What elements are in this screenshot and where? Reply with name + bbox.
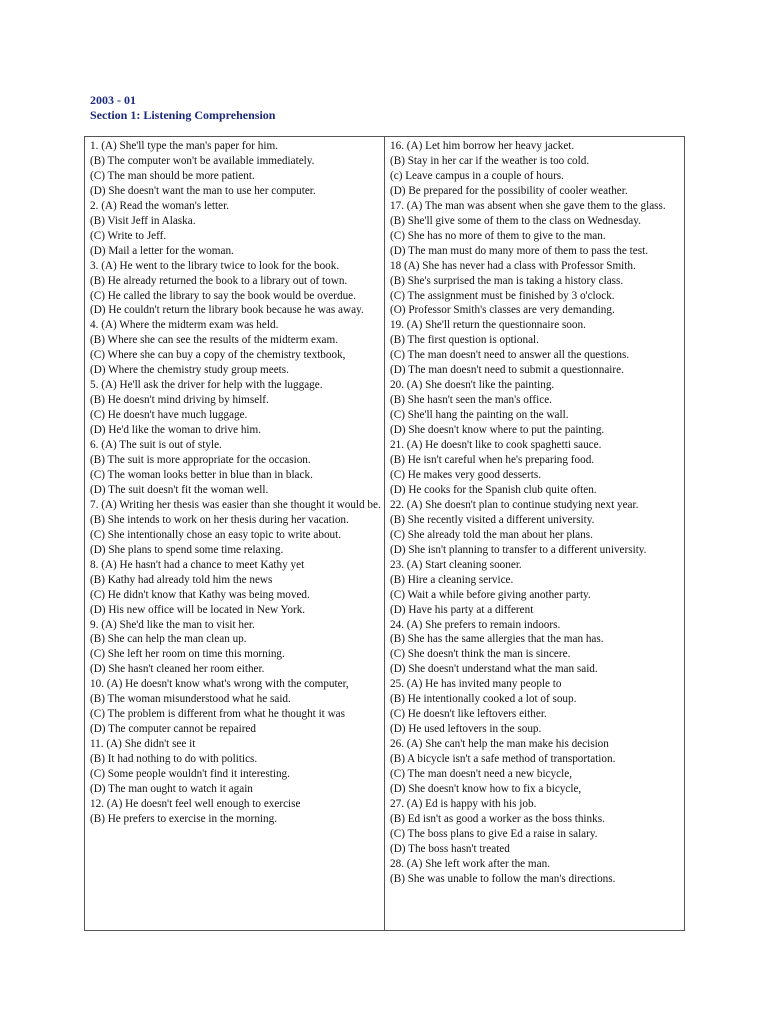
right-column [385, 137, 684, 930]
answer-option-line: (B) Hire a cleaning service. [390, 573, 514, 586]
answer-option-line: (C) The man doesn't need a new bicycle, [390, 768, 572, 781]
answer-option-line: (D) Be prepared for the possibility of cooler weather. [390, 184, 628, 197]
answer-option-line: (B) She's surprised the man is taking a history class. [390, 274, 624, 287]
answer-option-line: (C) The assignment must be finished by 3 o'clock. [390, 289, 615, 302]
answer-option-line: (B) He isn't careful when he's preparing food. [390, 454, 595, 467]
answer-option-line: (B) She'll give some of them to the class on Wednesday. [390, 214, 641, 227]
answer-option-line: 26. (A) She can't help the man make his decision [390, 738, 609, 751]
answer-option-line: 9. (A) She'd like the man to visit her. [90, 618, 255, 631]
answer-option-line: 23. (A) Start cleaning sooner. [390, 558, 522, 571]
answer-option-line: 18 (A) She has never had a class with Professor Smith. [390, 259, 636, 272]
answer-option-line: (D) His new office will be located in New York. [90, 603, 306, 616]
answer-option-line: (B) She hasn't seen the man's office. [390, 394, 552, 407]
answer-option-line: (D) She hasn't cleaned her room either. [90, 663, 265, 676]
answer-option-line: (C) She doesn't think the man is sincere. [390, 648, 571, 661]
answer-option-line: 1. (A) She'll type the man's paper for him. [90, 140, 278, 152]
answer-option-line: (C) She has no more of them to give to the man. [390, 229, 606, 242]
answer-option-line: 19. (A) She'll return the questionnaire soon. [390, 319, 586, 332]
answer-option-line: (c) Leave campus in a couple of hours. [390, 169, 564, 182]
answer-option-line: (B) He already returned the book to a library out of town. [90, 274, 348, 287]
questions-table [84, 136, 685, 931]
answer-option-line: (B) She has the same allergies that the man has. [390, 633, 604, 646]
answer-option-line: (D) He cooks for the Spanish club quite often. [390, 483, 597, 496]
answer-option-line: (B) He doesn't mind driving by himself. [90, 394, 269, 407]
answer-option-line: (C) She'll hang the painting on the wall. [390, 409, 569, 422]
answer-option-line: (O) Professor Smith's classes are very demanding. [390, 304, 615, 317]
answer-option-line: (B) She can help the man clean up. [90, 633, 247, 646]
answer-option-line: (C) He didn't know that Kathy was being moved. [90, 588, 310, 601]
answer-option-line: (D) She doesn't want the man to use her computer. [90, 184, 316, 197]
answer-option-line: 17. (A) The man was absent when she gave them to the glass. [390, 199, 666, 212]
answer-option-line: 12. (A) He doesn't feel well enough to exercise [90, 797, 301, 810]
answer-option-line: 4. (A) Where the midterm exam was held. [90, 319, 279, 332]
answer-option-line: (C) The boss plans to give Ed a raise in salary. [390, 827, 598, 840]
answer-option-line: 22. (A) She doesn't plan to continue studying next year. [390, 498, 639, 511]
answer-option-line: (C) The problem is different from what he thought it was [90, 708, 345, 721]
answer-option-line: (B) He intentionally cooked a lot of soup. [390, 693, 577, 706]
section-title: Section 1: Listening Comprehension [90, 108, 276, 122]
answer-option-line: (D) Have his party at a different [390, 603, 534, 616]
answer-option-line: (D) She doesn't understand what the man said. [390, 663, 598, 676]
answer-option-line: (D) He'd like the woman to drive him. [90, 424, 262, 437]
answer-option-line: 3. (A) He went to the library twice to look for the book. [90, 259, 340, 272]
answer-option-line: (B) He prefers to exercise in the morning. [90, 812, 278, 825]
answer-option-line: (B) She intends to work on her thesis during her vacation. [90, 513, 349, 526]
answer-option-line: 2. (A) Read the woman's letter. [90, 199, 230, 212]
answer-option-line: (D) She doesn't know how to fix a bicycle, [390, 782, 582, 795]
answer-option-line: 27. (A) Ed is happy with his job. [390, 797, 537, 810]
answer-option-line: 5. (A) He'll ask the driver for help with the luggage. [90, 379, 323, 392]
answer-option-line: (D) She plans to spend some time relaxing. [90, 543, 284, 556]
answer-option-line: 7. (A) Writing her thesis was easier than she thought it would be. [90, 498, 381, 511]
left-column [85, 137, 385, 930]
answer-option-line: 20. (A) She doesn't like the painting. [390, 379, 555, 392]
answer-option-line: (D) The boss hasn't treated [390, 842, 510, 855]
answer-option-line: (B) A bicycle isn't a safe method of transportation. [390, 753, 616, 766]
answer-option-line: 24. (A) She prefers to remain indoors. [390, 618, 561, 631]
answer-option-line: (C) Wait a while before giving another party. [390, 588, 591, 601]
answer-option-line: (C) He makes very good desserts. [390, 468, 541, 481]
answer-option-line: (B) The first question is optional. [390, 334, 539, 347]
answer-option-line: 28. (A) She left work after the man. [390, 857, 550, 870]
answer-option-line: (B) Kathy had already told him the news [90, 573, 273, 586]
answer-option-line: (C) She already told the man about her plans. [390, 528, 593, 541]
answer-option-line: (B) It had nothing to do with politics. [90, 753, 258, 766]
answer-option-line: (C) She left her room on time this morning. [90, 648, 285, 661]
answer-option-line: (D) She doesn't know where to put the painting. [390, 424, 605, 437]
answer-option-line: (D) Mail a letter for the woman. [90, 244, 234, 257]
answer-option-line: (C) He doesn't have much luggage. [90, 409, 248, 422]
answer-option-line: (D) He used leftovers in the soup. [390, 723, 542, 736]
answer-option-line: (C) The woman looks better in blue than in black. [90, 468, 313, 481]
answer-option-line: (B) Ed isn't as good a worker as the boss thinks. [390, 812, 605, 825]
answer-option-line: (D) He couldn't return the library book because he was away. [90, 304, 364, 317]
answer-option-line: (B) Stay in her car if the weather is too cold. [390, 154, 590, 167]
answer-option-line: (D) Where the chemistry study group meets. [90, 364, 289, 377]
answer-option-line: (C) Write to Jeff. [90, 229, 167, 242]
answer-option-line: (D) The computer cannot be repaired [90, 723, 256, 736]
answer-option-line: 16. (A) Let him borrow her heavy jacket. [390, 140, 575, 152]
answer-option-line: (C) Where she can buy a copy of the chemistry textbook, [90, 349, 346, 362]
answer-option-line: (D) The man must do many more of them to pass the test. [390, 244, 648, 257]
answer-option-line: (C) The man doesn't need to answer all the questions. [390, 349, 630, 362]
answer-option-line: (C) Some people wouldn't find it interesting. [90, 768, 290, 781]
answer-option-line: 11. (A) She didn't see it [90, 738, 196, 751]
answer-option-line: (C) She intentionally chose an easy topic to write about. [90, 528, 342, 541]
answer-option-line: (D) She isn't planning to transfer to a different university. [390, 543, 647, 556]
answer-option-line: 25. (A) He has invited many people to [390, 678, 562, 691]
answer-option-line: (B) She recently visited a different university. [390, 513, 595, 526]
answer-option-line: (B) Visit Jeff in Alaska. [90, 214, 196, 227]
answer-option-line: 21. (A) He doesn't like to cook spaghetti sauce. [390, 439, 602, 452]
answer-option-line: (B) She was unable to follow the man's directions. [390, 872, 616, 885]
answer-option-line: 8. (A) He hasn't had a chance to meet Kathy yet [90, 558, 305, 571]
answer-option-line: (B) The computer won't be available immediately. [90, 154, 315, 167]
answer-option-line: (C) He doesn't like leftovers either. [390, 708, 547, 721]
answer-option-line: (B) The woman misunderstood what he said. [90, 693, 291, 706]
answer-option-line: 6. (A) The suit is out of style. [90, 439, 222, 452]
answer-option-line: (C) He called the library to say the book would be overdue. [90, 289, 356, 302]
answer-option-line: (D) The man ought to watch it again [90, 782, 253, 795]
answer-option-line: (B) Where she can see the results of the midterm exam. [90, 334, 339, 347]
answer-option-line: (D) The suit doesn't fit the woman well. [90, 483, 269, 496]
document-header [90, 93, 275, 123]
answer-option-line: (B) The suit is more appropriate for the occasion. [90, 454, 311, 467]
document-title: 2003 - 01 [90, 93, 136, 107]
answer-option-line: (C) The man should be more patient. [90, 169, 255, 182]
answer-option-line: (D) The man doesn't need to submit a questionnaire. [390, 364, 624, 377]
answer-option-line: 10. (A) He doesn't know what's wrong with the computer, [90, 678, 349, 691]
